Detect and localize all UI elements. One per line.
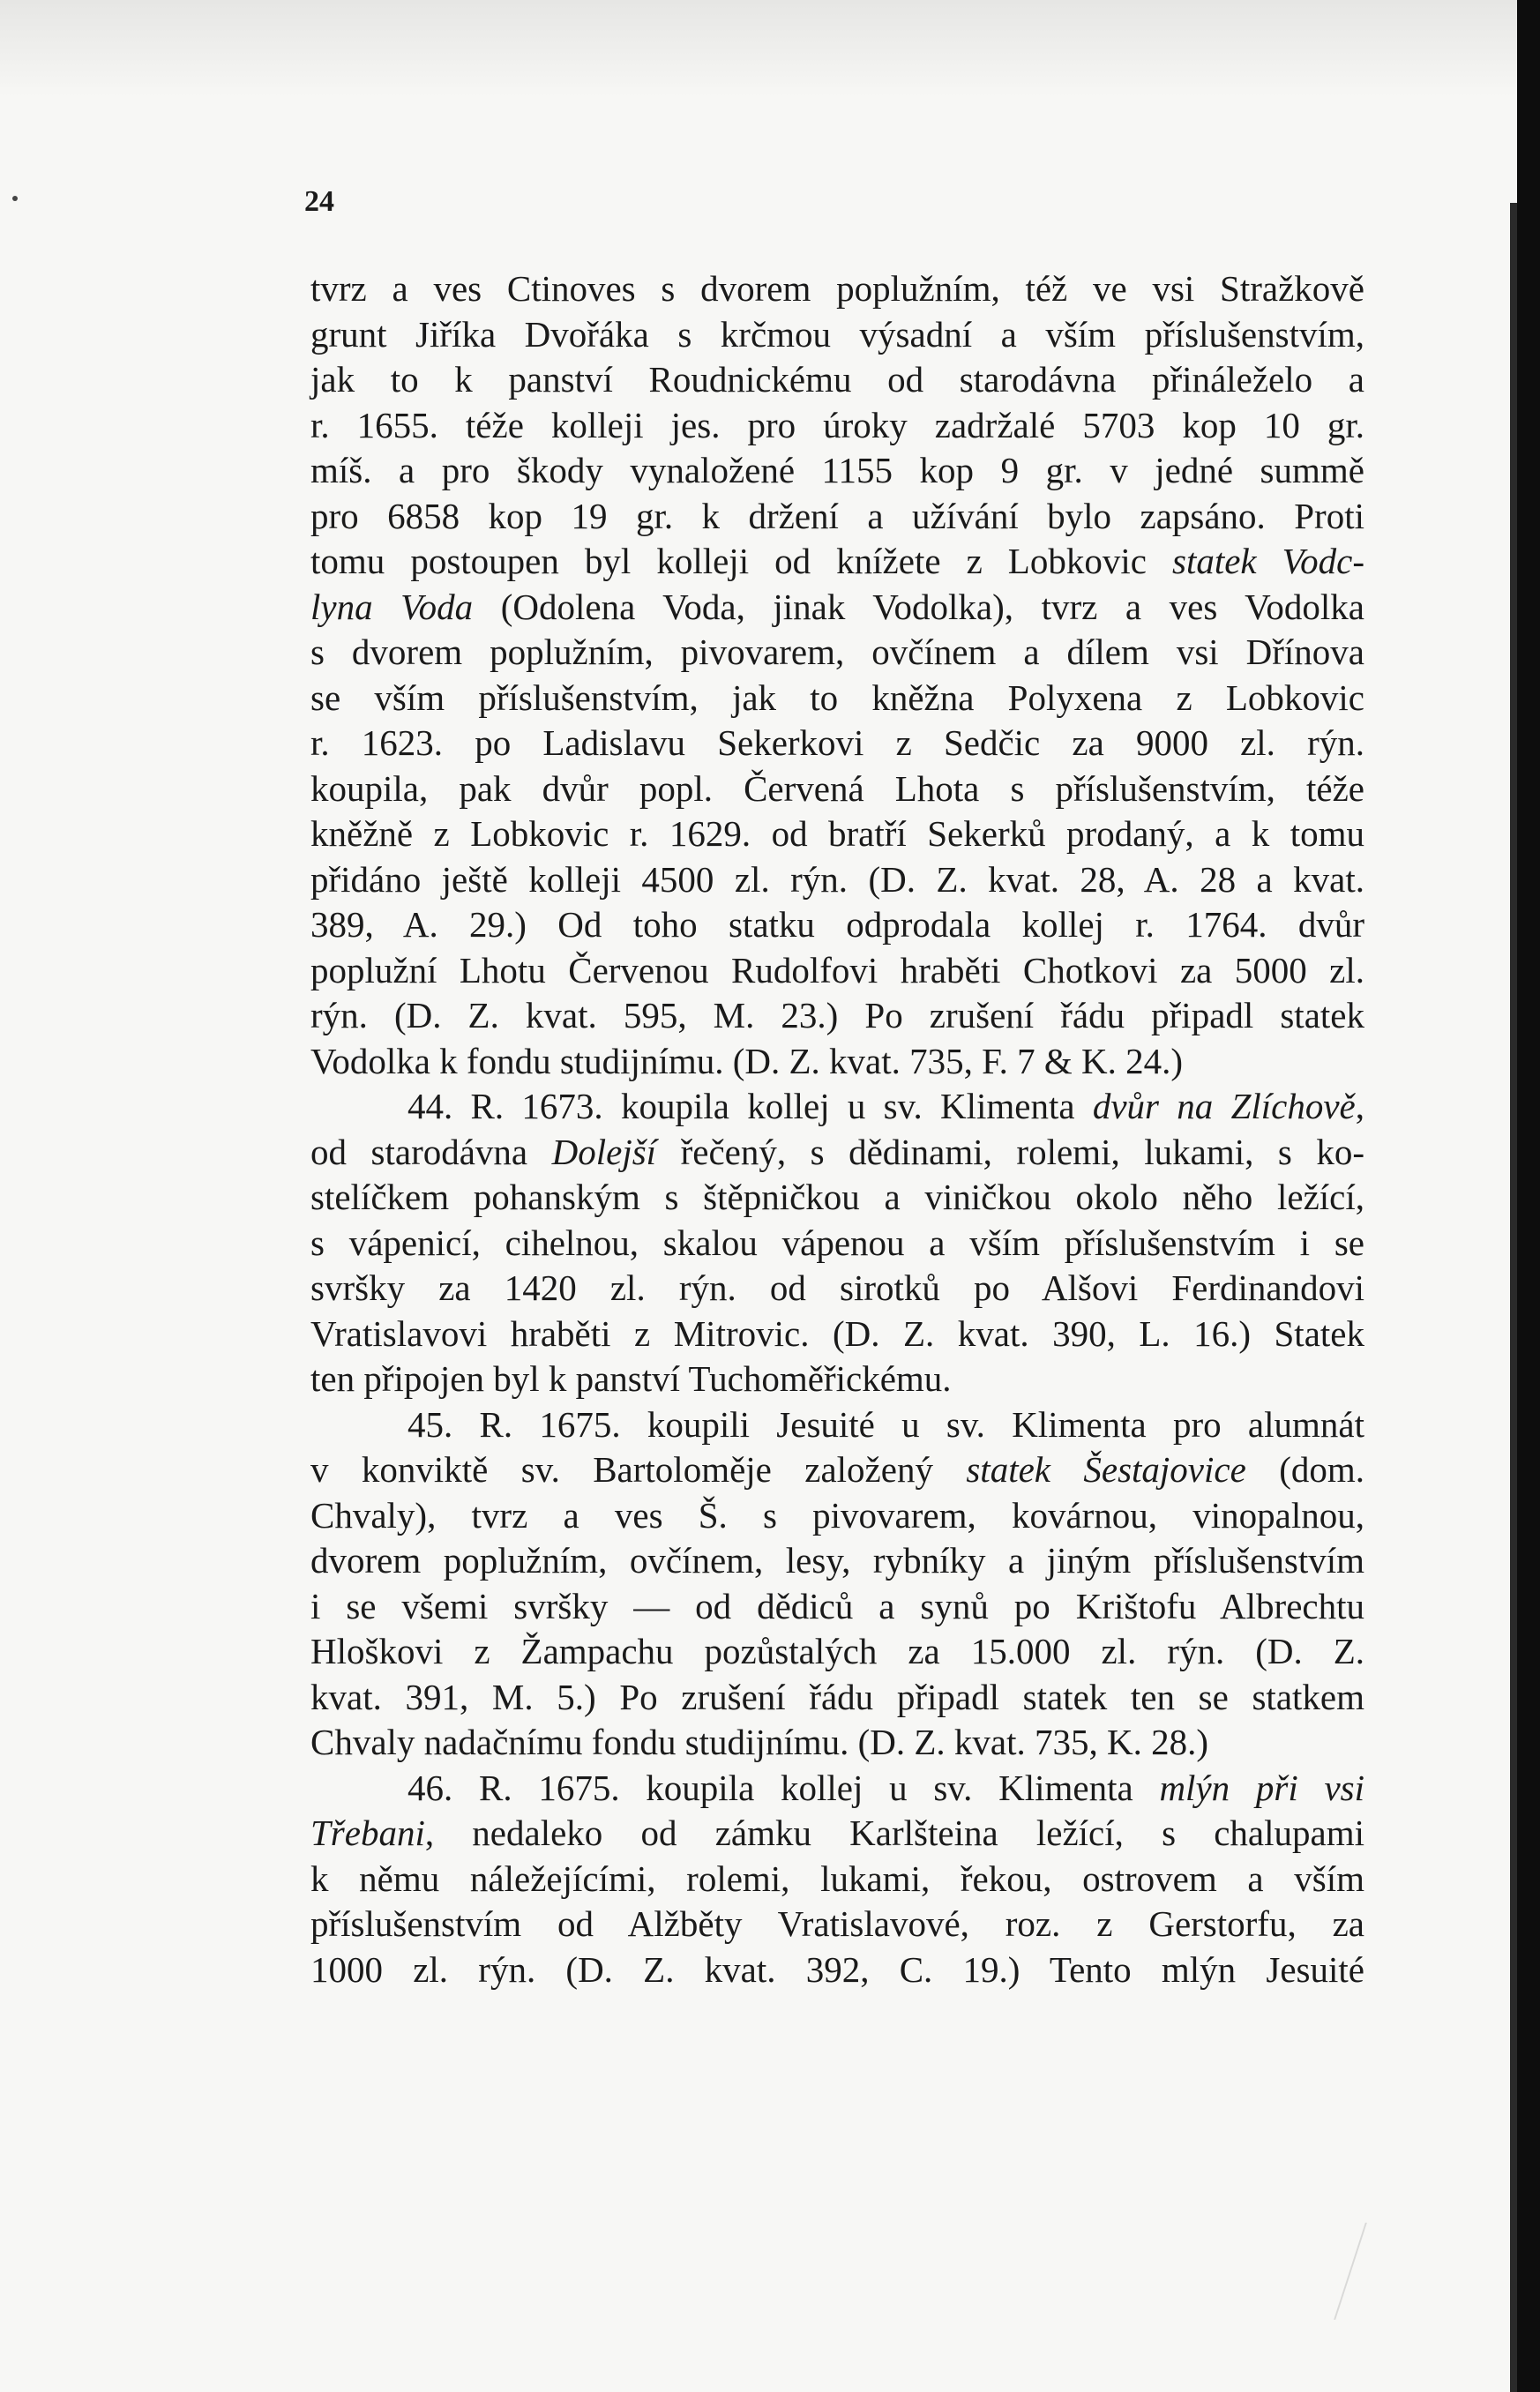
text-line [310,811,1364,857]
text-segment: pro 6858 kop 19 gr. k držení a užívání bylo zapsáno. Proti [310,495,1364,536]
italic-text: statek Vodc- [1171,541,1365,581]
text-line [310,676,1364,721]
text-segment: tomu postoupen byl kolleji od knížete z Lobkovic [310,541,1172,581]
text-line [310,1629,1364,1675]
text-line [310,1538,1364,1584]
text-segment: s dvorem poplužním, pivovarem, ovčínem a dílem vsi Dřínova [310,632,1364,672]
text-segment: rýn. (D. Z. kvat. 595, M. 23.) Po zrušení řádu připadl statek [310,995,1364,1035]
text-line [310,1584,1364,1630]
book-edge-shadow [1510,203,1517,2392]
text-segment: příslušenstvím od Alžběty Vratislavové, roz. z Gerstorfu, za [310,1903,1364,1944]
text-segment: Vodolka k fondu studijnímu. (D. Z. kvat. 735, F. 7 & K. 24.) [310,1040,1184,1081]
text-line [310,630,1364,676]
text-line [310,1766,1364,1812]
text-segment: , [1355,1086,1364,1126]
text-line [310,721,1364,766]
text-segment: grunt Jiříka Dvořáka s krčmou výsadní a vším příslušenstvím, [310,313,1364,355]
text-line [310,993,1364,1039]
text-line [310,403,1364,449]
text-segment: míš. a pro škody vynaložené 1155 kop 9 gr. v jedné summě [310,450,1364,490]
text-segment: s vápenicí, cihelnou, skalou vápenou a vším příslušenstvím i se [310,1222,1364,1263]
text-segment: se vším příslušenstvím, jak to kněžna Polyxena z Lobkovic [310,676,1364,718]
text-segment: 389, A. 29.) Od toho statku odprodala kollej r. 1764. dvůr [310,904,1364,945]
text-line [310,539,1364,585]
text-segment: přidáno ještě kolleji 4500 zl. rýn. (D. Z. kvat. 28, A. 28 a kvat. [310,858,1364,900]
text-line [310,1720,1364,1766]
italic-text: dvůr na Zlíchově [1092,1086,1356,1126]
page-number: 24 [304,185,334,218]
text-line [310,357,1364,403]
text-line [310,766,1364,812]
text-segment: Chvaly), tvrz a ves Š. s pivovarem, kovárnou, vinopalnou, [310,1494,1364,1536]
text-line [310,1221,1364,1267]
text-segment: r. 1655. téže kolleji jes. pro úroky zadržalé 5703 kop 10 gr. [310,404,1364,445]
text-segment: kvat. 391, M. 5.) Po zrušení řádu připadl statek ten se statkem [310,1676,1364,1717]
text-line [310,1947,1364,1993]
text-segment: kněžně z Lobkovic r. 1629. od bratří Sekerků prodaný, a k tomu [310,813,1364,854]
text-segment: 46. R. 1675. koupila kollej u sv. Klimenta [407,1767,1160,1808]
text-line [310,1039,1364,1085]
text-segment: k němu náležejícími, rolemi, lukami, řekou, ostrovem a vším [310,1858,1364,1899]
text-line [310,1811,1364,1857]
text-line [310,1402,1364,1448]
text-line [310,1447,1364,1493]
text-segment: tvrz a ves Ctinoves s dvorem poplužním, též ve vsi Stražkově [310,268,1364,309]
text-segment: Chvaly nadačnímu fondu studijnímu. (D. Z. kvat. 735, K. 28.) [310,1722,1209,1762]
italic-text: mlýn při vsi [1159,1767,1364,1808]
scan-shadow [0,0,1517,97]
italic-text: Dolejší [551,1131,657,1172]
text-segment: dvorem poplužním, ovčínem, lesy, rybníky a jiným příslušenstvím [310,1540,1364,1581]
text-line [310,585,1364,631]
text-line [310,448,1364,494]
text-segment: poplužní Lhotu Červenou Rudolfovi hraběti Chotkovi za 5000 zl. [310,949,1364,990]
text-segment: koupila, pak dvůr popl. Červená Lhota s příslušenstvím, téže [310,767,1364,809]
text-line [310,857,1364,903]
text-segment: řečený, s dědinami, rolemi, lukami, s ko- [656,1131,1364,1172]
pencil-mark [1334,2223,1420,2320]
text-line [310,1493,1364,1539]
text-line [310,948,1364,994]
text-segment: Hloškovi z Žampachu pozůstalých za 15.000 zl. rýn. (D. Z. [310,1631,1364,1671]
italic-text: Třebani [310,1813,425,1853]
text-line [310,1084,1364,1130]
text-line [310,1312,1364,1357]
text-segment: svršky za 1420 zl. rýn. od sirotků po Alšovi Ferdinandovi [310,1267,1364,1308]
text-segment: (dom. [1245,1449,1364,1490]
text-segment: , nedaleko od zámku Karlšteina ležící, s chalupami [424,1813,1364,1853]
text-line [310,1357,1364,1402]
text-line [310,1130,1364,1176]
text-line [310,902,1364,948]
text-line [310,1266,1364,1312]
text-line [310,494,1364,540]
text-line [310,266,1364,312]
text-line [310,1857,1364,1902]
text-segment: Vratislavovi hraběti z Mitrovic. (D. Z. kvat. 390, L. 16.) Statek [310,1312,1364,1354]
text-line [310,1675,1364,1721]
text-segment: od starodávna [310,1131,552,1172]
text-segment: 44. R. 1673. koupila kollej u sv. Klimenta [407,1086,1093,1126]
text-segment: stelíčkem pohanským s štěpničkou a viničkou okolo něho ležící, [310,1177,1364,1217]
body-text [310,266,1364,1992]
text-line [310,1175,1364,1221]
text-segment: r. 1623. po Ladislavu Sekerkovi z Sedčic za 9000 zl. rýn. [310,722,1364,763]
text-segment: (Odolena Voda, jinak Vodolka), tvrz a ves Vodolka [473,586,1365,627]
text-segment: i se všemi svršky — od dědiců a synů po Krištofu Albrechtu [310,1585,1364,1626]
text-line [310,312,1364,358]
text-segment: jak to k panství Roudnickému od starodávna přináleželo a [310,359,1364,400]
book-edge [1517,0,1540,2392]
text-segment: 1000 zl. rýn. (D. Z. kvat. 392, C. 19.) Tento mlýn Jesuité [310,1948,1364,1990]
text-line [310,1902,1364,1947]
scan-speck [12,196,18,201]
text-segment: v konviktě sv. Bartoloměje založený [310,1449,967,1490]
italic-text: statek Šestajovice [966,1449,1246,1490]
italic-text: lyna Voda [310,586,474,627]
text-segment: 45. R. 1675. koupili Jesuité u sv. Klimenta pro alumnát [407,1403,1364,1445]
text-segment: ten připojen byl k panství Tuchoměřickému. [310,1358,952,1399]
